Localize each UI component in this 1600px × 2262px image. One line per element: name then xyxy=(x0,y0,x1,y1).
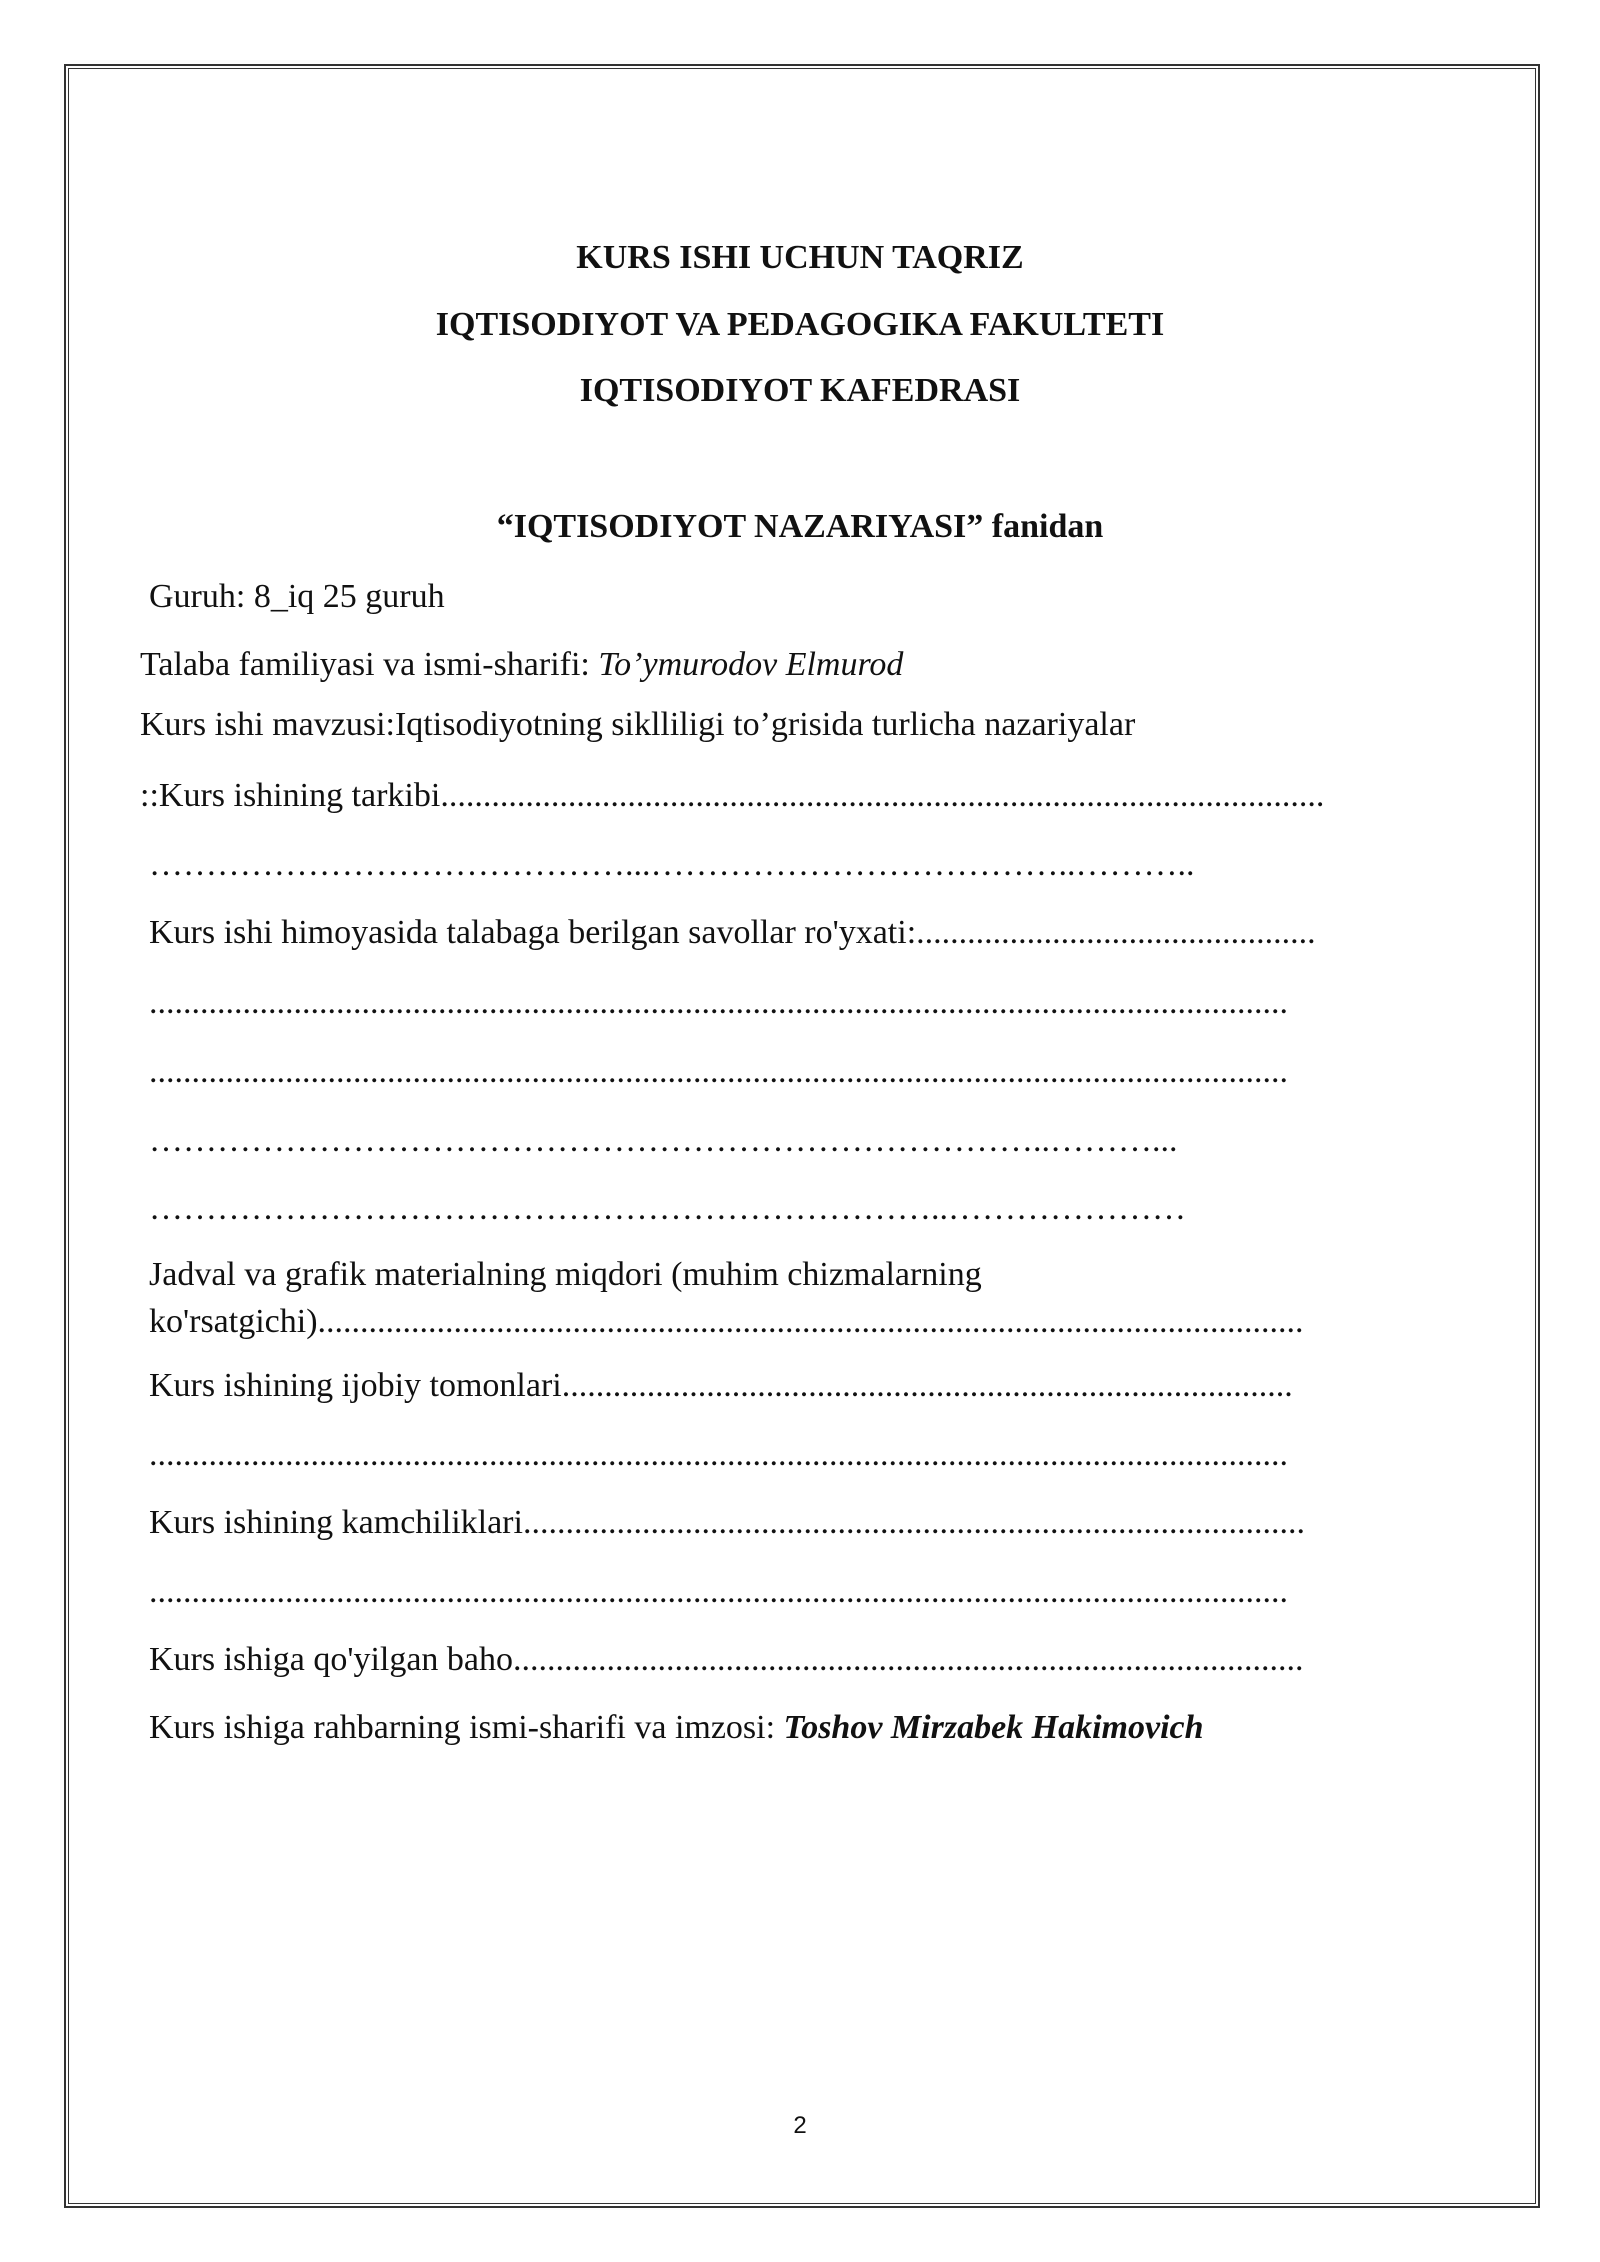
group-line: Guruh: 8_iq 25 guruh xyxy=(149,578,445,615)
structure-dots-line: ……………………………………...………………………………..……….. xyxy=(149,846,1195,883)
faculty-heading: IQTISODIYOT VA PEDAGOGIKA FAKULTETI xyxy=(435,306,1165,343)
questions-dots-line-3: ……………………………………………………………………..………... xyxy=(149,1122,1178,1159)
supervisor-name: Toshov Mirzabek Hakimovich xyxy=(783,1709,1204,1746)
student-name: To’ymurodov Elmurod xyxy=(598,646,904,683)
supervisor-label: Kurs ishiga rahbarning ismi-sharifi va imzosi: xyxy=(149,1709,784,1746)
student-line xyxy=(140,645,903,685)
shortcomings-dots-line: ...................................................................................................................................... xyxy=(149,1573,1288,1610)
student-label: Talaba familiyasi va ismi-sharifi: xyxy=(140,646,599,683)
questions-dots-line-4: ……………………………………………………………..………………… xyxy=(149,1190,1186,1227)
tables-line-2: ko'rsatgichi).................................................................................................................... xyxy=(149,1303,1304,1340)
page-number: 2 xyxy=(793,2112,807,2139)
structure-line: ::Kurs ishining tarkibi........................................................................................................ xyxy=(140,777,1325,814)
tables-line-1: Jadval va grafik materialning miqdori (muhim chizmalarning xyxy=(149,1256,982,1293)
questions-line: Kurs ishi himoyasida talabaga berilgan savollar ro'yxati:............................................... xyxy=(149,914,1316,951)
positives-line: Kurs ishining ijobiy tomonlari...................................................................................... xyxy=(149,1367,1293,1404)
grade-line: Kurs ishiga qo'yilgan baho............................................................................................. xyxy=(149,1641,1304,1678)
document-title: KURS ISHI UCHUN TAQRIZ xyxy=(576,239,1024,276)
shortcomings-line: Kurs ishining kamchiliklari............................................................................................ xyxy=(149,1504,1305,1541)
questions-dots-line-1: ...................................................................................................................................... xyxy=(149,984,1288,1021)
topic-line: Kurs ishi mavzusi:Iqtisodiyotning siklliligi to’grisida turlicha nazariyalar xyxy=(140,706,1136,743)
subject-heading: “IQTISODIYOT NAZARIYASI” fanidan xyxy=(496,508,1104,545)
positives-dots-line: ...................................................................................................................................... xyxy=(149,1436,1288,1473)
department-heading: IQTISODIYOT KAFEDRASI xyxy=(579,372,1021,409)
supervisor-line xyxy=(149,1708,1204,1748)
questions-dots-line-2: ...................................................................................................................................... xyxy=(149,1053,1288,1090)
